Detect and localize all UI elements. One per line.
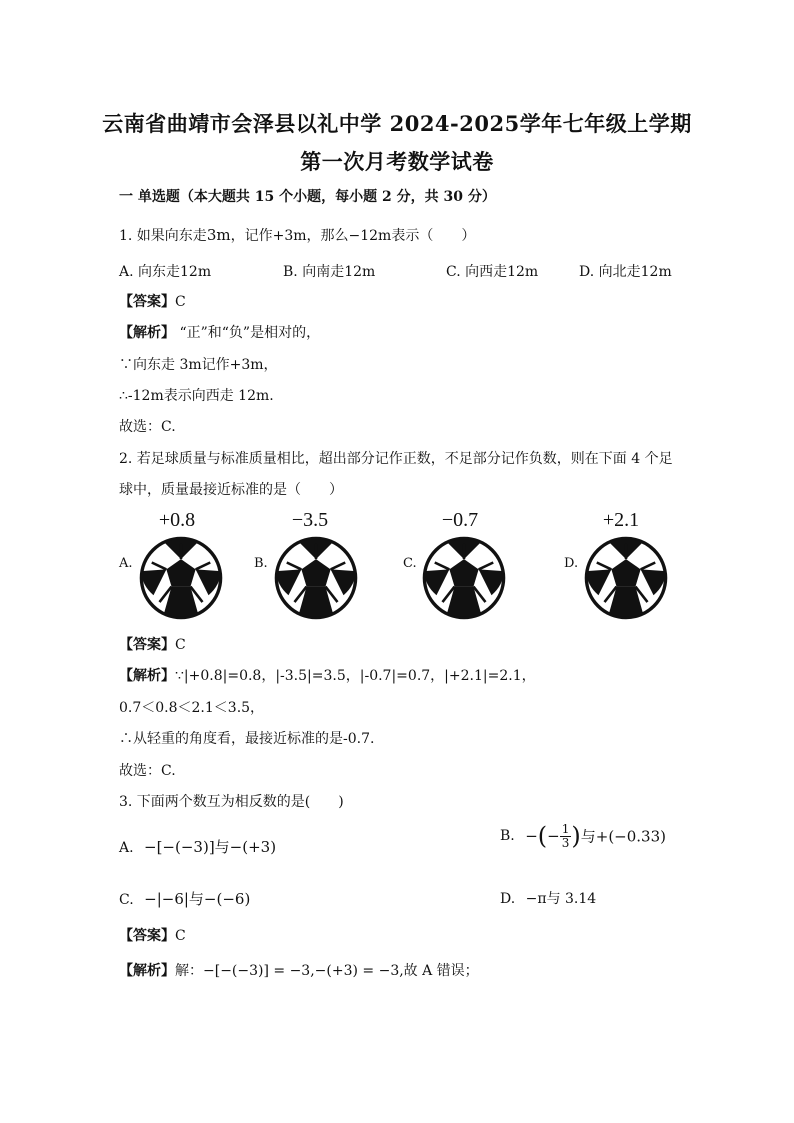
q3-option-b-letter: B. <box>500 828 515 844</box>
q2-stem-1: 2. 若足球质量与标准质量相比，超出部分记作正数，不足部分记作负数，则在下面 4 个足 <box>119 451 673 467</box>
q1-stem <box>119 225 475 245</box>
q1-answer <box>119 291 186 311</box>
q3-answer <box>119 925 186 945</box>
q1-stem-c: ，那么 <box>306 228 349 244</box>
q2-conclusion: 故选：C. <box>119 763 176 779</box>
q1-option-b: B. 向南走12m <box>283 264 376 280</box>
q3-option-b-post: 与+(−0.33) <box>580 827 666 846</box>
q1-answer-label: 【答案】 <box>119 294 175 310</box>
q1-analysis-2: ∵向东走 3m记作+3m， <box>119 357 278 373</box>
q1-analysis-1 <box>119 322 320 342</box>
q2-analysis-2: 0.7＜0.8＜2.1＜3.5， <box>119 700 265 716</box>
q2-answer-label: 【答案】 <box>119 637 175 653</box>
q3-answer-value: C <box>175 928 186 944</box>
q2-ball-value-c: −0.7 <box>441 509 479 531</box>
soccer-ball-icon <box>138 535 224 621</box>
q1-option-d: D. 向北走12m <box>579 264 672 280</box>
q2-ball-letter-b: B. <box>254 556 268 571</box>
q2-ball-letter-c: C. <box>403 556 417 571</box>
q3-option-b-minus: − <box>547 827 560 845</box>
q1-conclusion: 故选：C. <box>119 419 176 435</box>
exam-title-line-1: 云南省曲靖市会泽县以礼中学 2024-2025学年七年级上学期 <box>102 111 692 136</box>
q3-analysis-text-1: 解：−[−(−3)] = −3,−(+3) = −3,故 A 错误； <box>175 963 479 979</box>
q2-stem-2: 球中，质量最接近标准的是（ ） <box>119 482 343 498</box>
section-heading: 一 单选题（本大题共 15 个小题，每小题 2 分，共 30 分） <box>119 189 496 205</box>
q1-option-c: C. 向西走12m <box>446 264 539 280</box>
q2-analysis-text-1: ∵|+0.8|=0.8，|-3.5|=3.5，|-0.7|=0.7，|+2.1|=2.1， <box>175 668 536 684</box>
q2-ball-value-b: −3.5 <box>291 509 329 531</box>
q1-answer-value: C <box>175 294 186 310</box>
q3-option-a-letter: A. <box>119 840 134 856</box>
q3-option-d-letter: D. <box>500 891 516 907</box>
q2-analysis-3: ∴从轻重的角度看，最接近标准的是-0.7. <box>119 731 375 747</box>
q2-ball-letter-d: D. <box>564 556 579 571</box>
q3-option-d-expr: −π与 3.14 <box>525 891 597 907</box>
q3-option-c <box>119 888 250 909</box>
q1-analysis-3: ∴-12m表示向西走 12m. <box>119 388 274 404</box>
q2-analysis-label: 【解析】 <box>119 668 175 684</box>
q2-answer <box>119 634 186 654</box>
q1-analysis-label: 【解析】 <box>119 325 175 341</box>
q1-value-3: −12m <box>348 228 392 244</box>
q1-stem-d: 表示（ ） <box>391 228 476 244</box>
soccer-ball-icon <box>273 535 359 621</box>
q3-option-b-pre: − <box>525 827 538 845</box>
q3-answer-label: 【答案】 <box>119 928 175 944</box>
q3-option-b <box>500 822 666 850</box>
q1-stem-a: 1. 如果向东走 <box>119 228 207 244</box>
q1-value-2: +3m <box>272 228 307 244</box>
q1-value-1: 3m <box>206 226 231 244</box>
q2-answer-value: C <box>175 637 186 653</box>
q3-option-b-fraction <box>560 823 572 850</box>
q2-analysis-1 <box>119 665 536 685</box>
q2-ball-letter-a: A. <box>119 556 133 571</box>
soccer-ball-icon <box>583 535 669 621</box>
exam-title-line-2: 第一次月考数学试卷 <box>300 149 494 174</box>
q1-analysis-text-1: “正”和“负”是相对的， <box>175 325 321 341</box>
q3-option-c-letter: C. <box>119 892 134 908</box>
q2-ball-value-a: +0.8 <box>158 509 196 531</box>
q3-option-a <box>119 836 276 857</box>
q3-option-b-denominator: 3 <box>561 835 570 850</box>
q3-option-c-expr: −|−6|与−(−6) <box>144 890 251 908</box>
q1-stem-b: ，记作 <box>230 228 273 244</box>
q1-option-a: A. 向东走12m <box>119 264 212 280</box>
q3-analysis-label: 【解析】 <box>119 963 175 979</box>
right-paren-icon: ) <box>571 822 581 850</box>
q3-option-a-expr: −[−(−3)]与−(+3) <box>144 838 277 856</box>
q3-option-d <box>500 888 596 908</box>
left-paren-icon: ( <box>537 822 548 850</box>
q2-ball-value-d: +2.1 <box>602 509 640 531</box>
q3-option-b-numerator: 1 <box>561 821 570 836</box>
q3-analysis-1 <box>119 960 479 980</box>
q3-stem: 3. 下面两个数互为相反数的是( ) <box>119 794 344 810</box>
soccer-ball-icon <box>421 535 507 621</box>
